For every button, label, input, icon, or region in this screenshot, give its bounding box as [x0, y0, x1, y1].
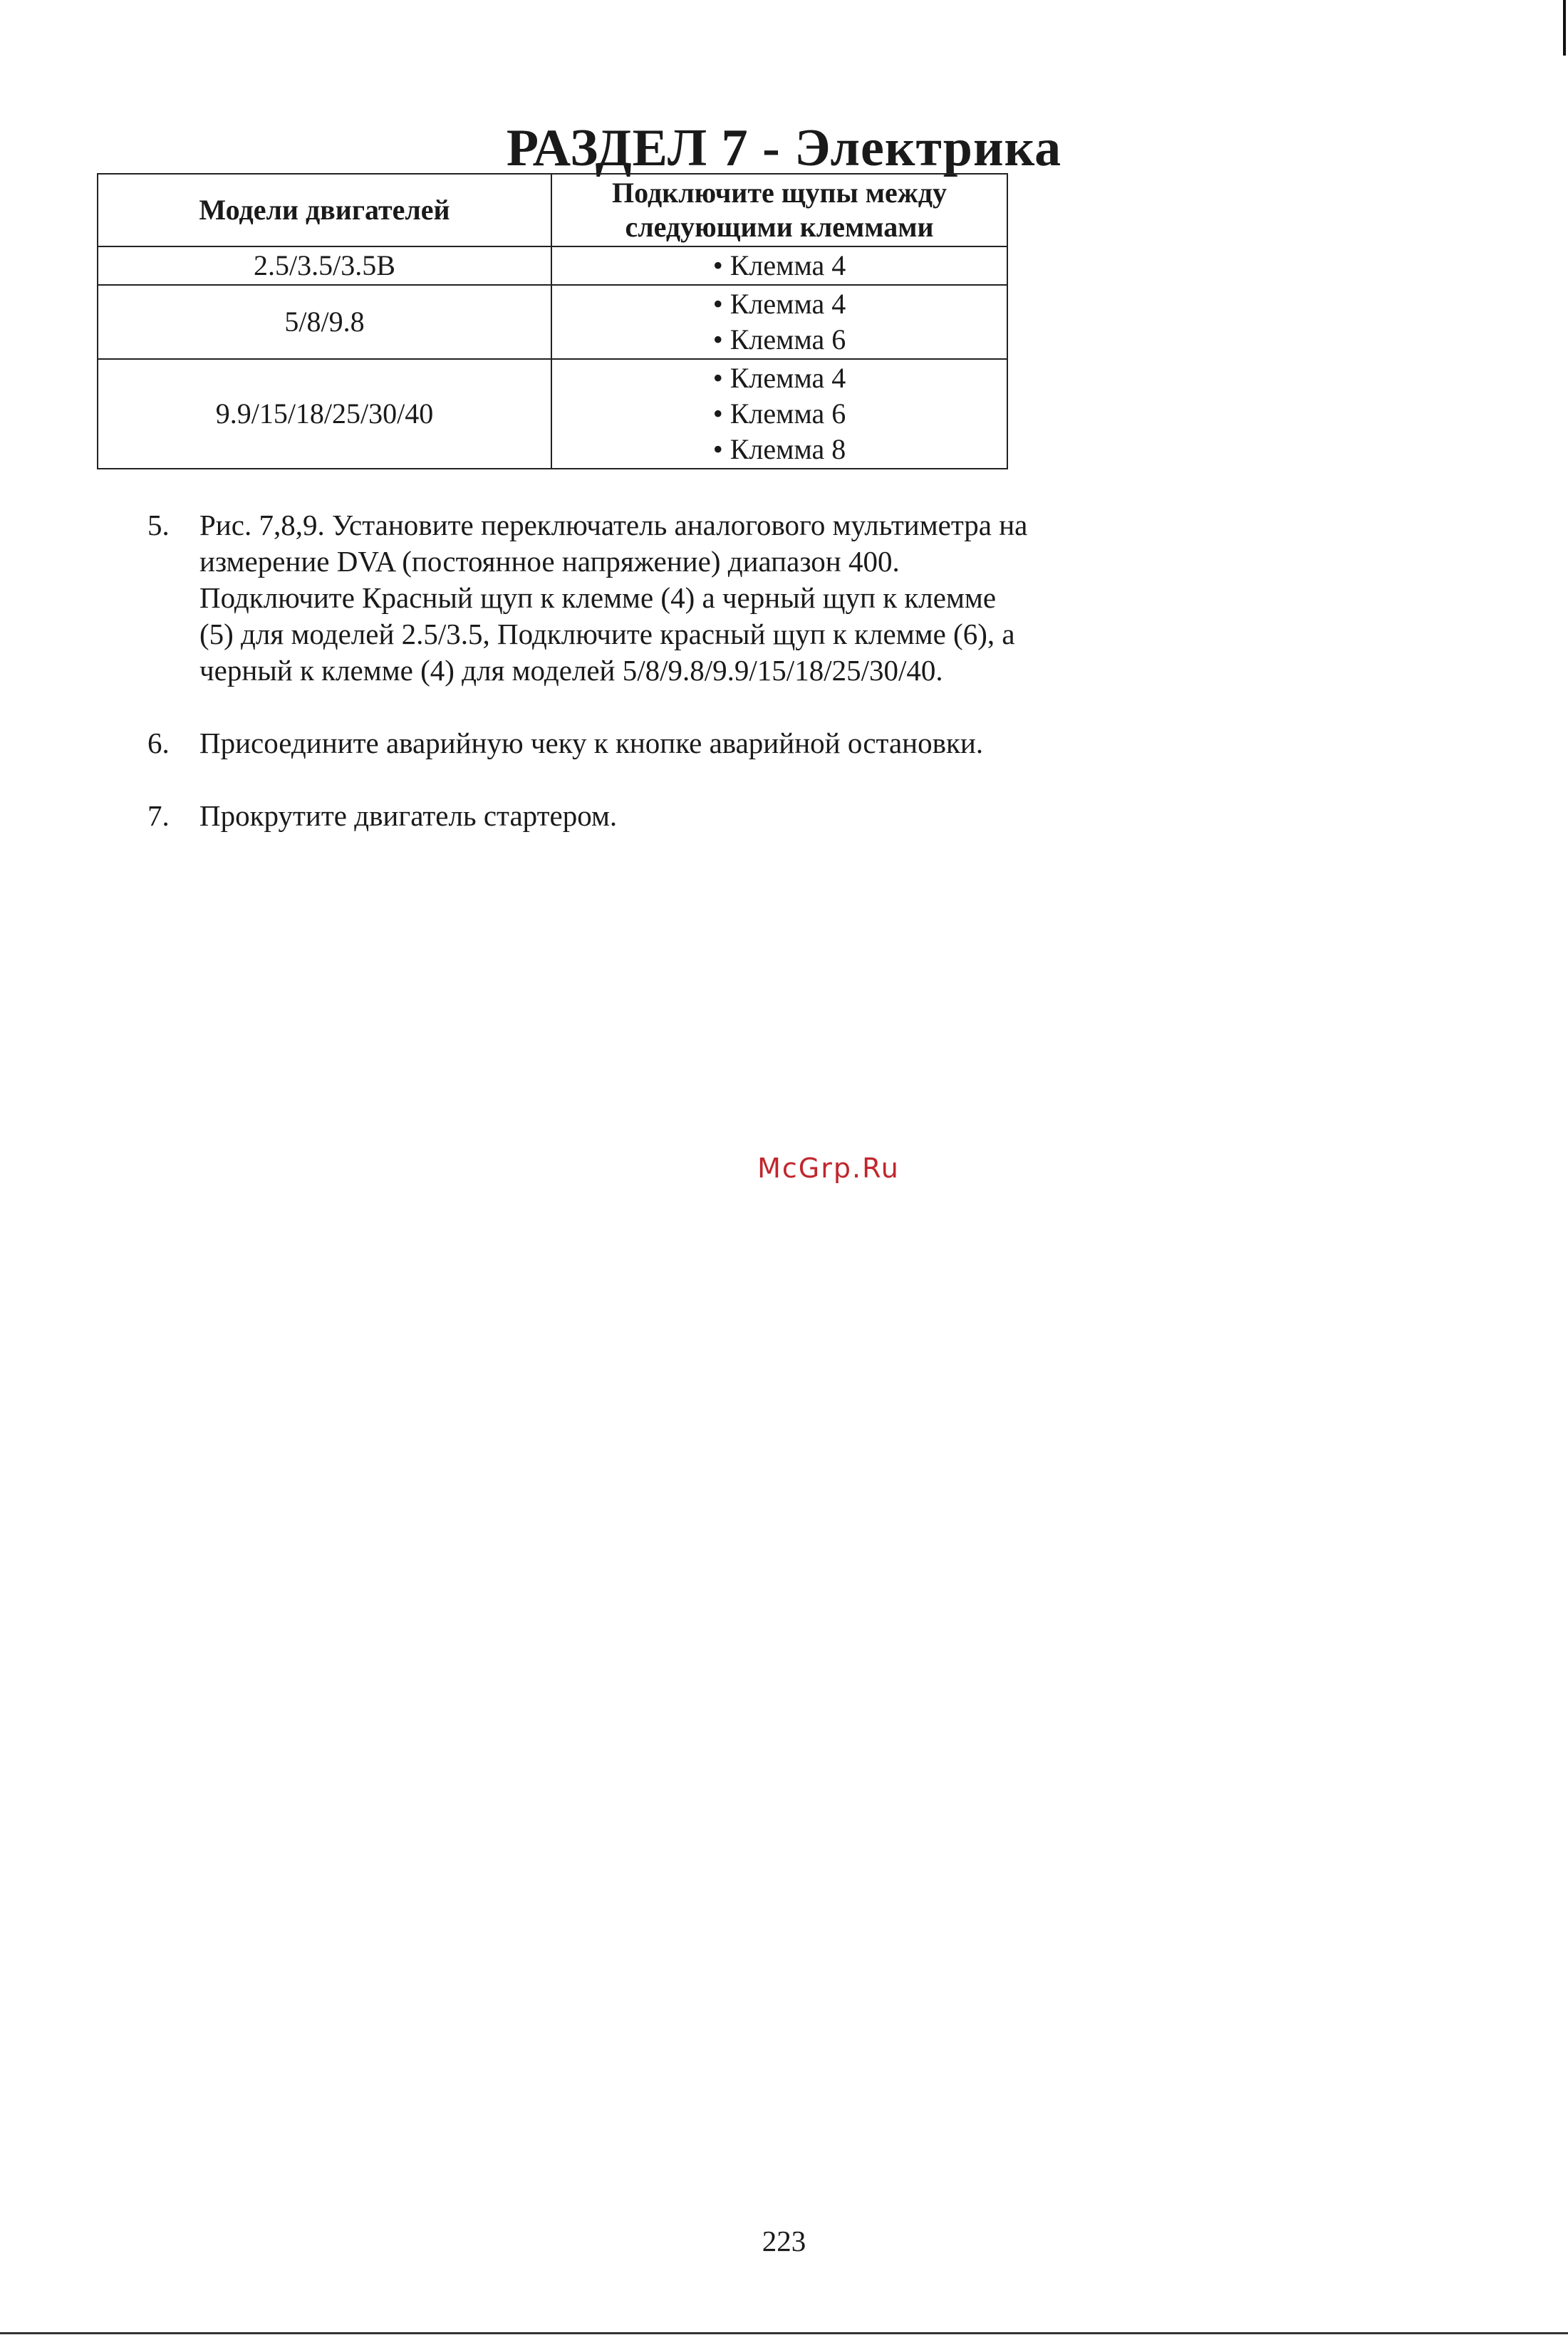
step-number: 5.: [147, 509, 170, 541]
terminal-item: • Клемма 8: [712, 433, 846, 465]
terminals-cell: [551, 285, 1007, 359]
watermark-text: McGrp.Ru: [757, 1153, 900, 1184]
terminal-item: • Клемма 6: [712, 323, 846, 355]
page-number: 223: [762, 2225, 806, 2257]
step-5: [147, 507, 1031, 689]
terminals-cell: [551, 359, 1007, 469]
table-row: [98, 246, 1007, 285]
terminal-item: • Клемма 4: [712, 288, 846, 320]
models-cell: 5/8/9.8: [98, 285, 551, 359]
header-probe-terminals: Подключите щупы между следующими клеммами: [551, 174, 1007, 246]
instruction-steps: [147, 507, 1031, 870]
terminal-item: • Клемма 4: [712, 362, 846, 394]
step-6: [147, 725, 1031, 761]
terminal-item: • Клемма 6: [712, 397, 846, 430]
table-header-row: [98, 174, 1007, 246]
models-cell: 2.5/3.5/3.5B: [98, 246, 551, 285]
page-title: РАЗДЕЛ 7 - Электрика: [506, 118, 1062, 177]
step-text: Присоедините аварийную чеку к кнопке аварийной остановки.: [199, 727, 984, 759]
table-row: [98, 285, 1007, 359]
table-row: [98, 359, 1007, 469]
step-number: 7.: [147, 799, 170, 832]
step-text: Рис. 7,8,9. Установите переключатель аналогового мультиметра на измерение DVA (постоянное напряжение) диапазон 400. Подключите Красный щуп к клемме (4) а черный щуп к клемме (5) для моделей 2.5/3.5, Подключите красный щуп к клемме (6), а черный к клемме (4) для моделей 5/8/9.8/9.9/15/18/25/30/40.: [199, 509, 1028, 687]
terminals-cell: [551, 246, 1007, 285]
models-cell: 9.9/15/18/25/30/40: [98, 359, 551, 469]
header-engine-models: Модели двигателей: [98, 174, 551, 246]
step-number: 6.: [147, 727, 170, 759]
scan-bottom-edge: [0, 2332, 1568, 2334]
terminal-table: [97, 173, 1008, 469]
step-text: Прокрутите двигатель стартером.: [199, 799, 618, 832]
terminal-item: • Клемма 4: [712, 249, 846, 281]
step-7: [147, 798, 1031, 834]
watermark: [0, 1153, 1568, 1184]
scan-edge-mark: [1563, 0, 1566, 56]
